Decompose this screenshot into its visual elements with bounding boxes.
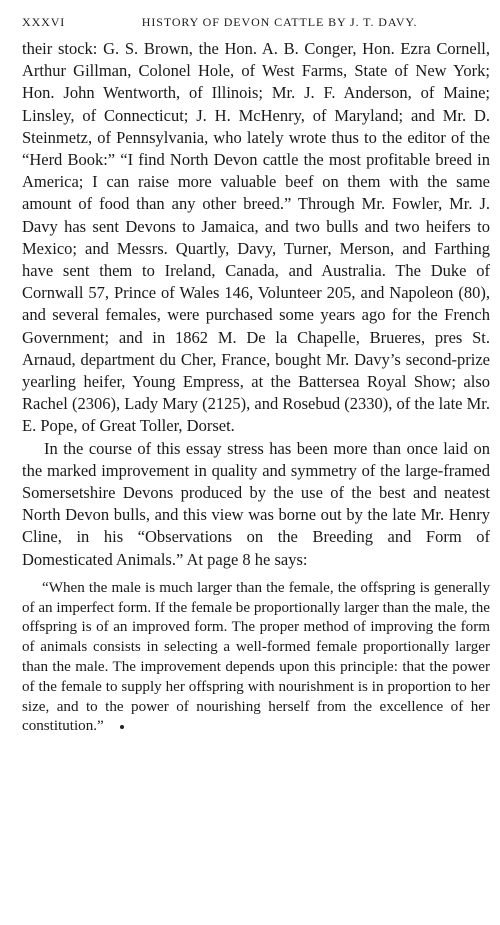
quote-text: “When the male is much larger than the female, the offspring is generally of an imperfect form. If the female be proportionally larger than the male, the offspring is of an improved form. The proper method of improving the form of animals consists in selecting a well-formed female proportionally larger than the male. The improvement depends upon this principle: that the power of the female to supply her offspring with nourishment is in proportion to her size, and to the power of nourishing herself from the excellence of her constitution.” [22,579,490,735]
running-title: HISTORY OF DEVON CATTLE BY J. T. DAVY. [141,15,418,29]
ink-dot-mark [120,725,124,729]
paragraph-1: their stock: G. S. Brown, the Hon. A. B. Conger, Hon. Ezra Cornell, Arthur Gillman, Colonel Hole, of West Farms, State of New York; Hon. John Wentworth, of Illinois; Mr. J. F. Anderson, of Maine; Linsley, of Connecticut; J. H. McHenry, of Maryland; and Mr. D. Steinmetz, of Pennsylvania, who lately wrote thus to the editor of the “Herd Book:” “I find North Devon cattle the most profitable breed in America; I can raise more valuable beef on them with the same amount of food than any other breed.” Through Mr. Fowler, Mr. J. Davy has sent Devons to Jamaica, and two bulls and two heifers to Mexico; and Messrs. Quartly, Davy, Turner, Merson, and Farthing have sent them to Ireland, Canada, and Australia. The Duke of Cornwall 57, Prince of Wales 146, Volunteer 205, and Napoleon (80), and several females, were purchased some years ago for the French Government; and in 1862 M. De la Chapelle, Brueres, pres St. Arnaud, department du Cher, France, bought Mr. Davy’s second-prize yearling heifer, Young Empress, at the Battersea Royal Show; also Rachel (2306), Lady Mary (2125), and Rosebud (2330), of the late Mr. E. Pope, of Great Toller, Dorset. [22,39,490,436]
paragraph-2: In the course of this essay stress has been more than once laid on the marked improvement in quality and symmetry of the large-framed Somersetshire Devons produced by the use of the best and neatest North Devon bulls, and this view was borne out by the late Mr. Henry Cline, in his “Observations on the Breeding and Form of Domesticated Animals.” At page 8 he says: [22,438,490,569]
book-page [22,14,490,737]
running-head [22,14,490,30]
block-quote [22,579,490,737]
page-number: XXXVI [22,15,66,29]
